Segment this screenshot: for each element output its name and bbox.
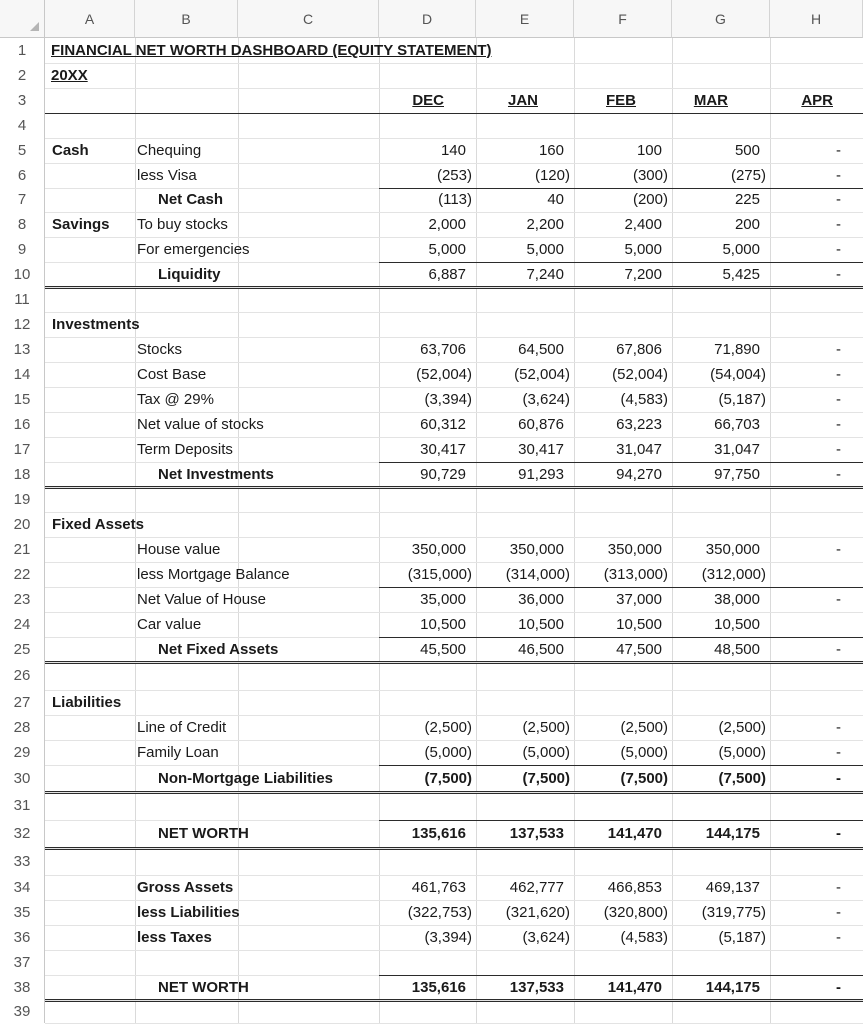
cell-value[interactable]: 140 <box>440 142 466 159</box>
cell-value[interactable]: (52,004) <box>514 366 570 383</box>
section-investments[interactable]: Investments <box>52 316 140 333</box>
cell-value[interactable]: 466,853 <box>607 879 662 896</box>
row-header-27[interactable]: 27 <box>0 690 45 715</box>
row-label[interactable]: Net Fixed Assets <box>158 641 279 658</box>
double-border <box>45 286 863 289</box>
cell-value[interactable]: (319,775) <box>701 904 766 921</box>
cell-apr[interactable]: - <box>836 366 841 383</box>
row-label[interactable]: Net Value of House <box>137 591 266 608</box>
cell-value[interactable]: 350,000 <box>705 541 760 558</box>
row-header-26[interactable]: 26 <box>0 662 45 690</box>
row-header-11[interactable]: 11 <box>0 287 45 312</box>
cell-value[interactable]: 97,750 <box>714 466 760 483</box>
cell-value[interactable]: (4,583) <box>620 391 668 408</box>
row-header-18[interactable]: 18 <box>0 462 45 487</box>
cell-value[interactable]: (3,394) <box>424 391 472 408</box>
column-header-g[interactable]: G <box>672 0 770 38</box>
row-label[interactable]: Chequing <box>137 142 202 159</box>
select-all-triangle-icon <box>30 22 39 31</box>
cell-value[interactable]: 5,000 <box>624 241 662 258</box>
row-label[interactable]: Liquidity <box>158 266 221 283</box>
cell-value[interactable]: (5,000) <box>424 744 472 761</box>
cell-value[interactable]: 10,500 <box>420 616 466 633</box>
single-border <box>45 113 863 114</box>
row-label[interactable]: NET WORTH <box>158 825 249 842</box>
cell-value[interactable]: 160 <box>538 142 564 159</box>
row-header-31[interactable]: 31 <box>0 792 45 820</box>
row-label[interactable]: Cost Base <box>137 366 207 383</box>
cell-value[interactable]: (253) <box>436 167 472 184</box>
cell-value[interactable]: 60,876 <box>518 416 564 433</box>
cell-apr[interactable]: - <box>836 466 841 483</box>
month-header-jan[interactable]: JAN <box>507 92 538 109</box>
cell-value[interactable]: 137,533 <box>509 825 564 842</box>
row-label[interactable]: less Taxes <box>137 929 212 946</box>
cell-apr[interactable]: - <box>836 341 841 358</box>
column-header-c[interactable]: C <box>238 0 379 38</box>
single-border <box>379 975 863 976</box>
cell-apr[interactable]: - <box>836 904 841 921</box>
section-savings[interactable]: Savings <box>52 216 110 233</box>
gridline-horizontal <box>45 312 863 313</box>
row-header-1[interactable]: 1 <box>0 38 45 63</box>
gridline-horizontal <box>45 63 863 64</box>
row-header-29[interactable]: 29 <box>0 740 45 765</box>
row-header-24[interactable]: 24 <box>0 612 45 637</box>
cell-apr[interactable]: - <box>836 770 841 787</box>
row-header-36[interactable]: 36 <box>0 925 45 950</box>
cell-value[interactable]: 47,500 <box>616 641 662 658</box>
cell-apr[interactable]: - <box>836 142 841 159</box>
single-border <box>379 637 863 638</box>
row-header-37[interactable]: 37 <box>0 950 45 975</box>
row-header-23[interactable]: 23 <box>0 587 45 612</box>
cell-apr[interactable]: - <box>836 541 841 558</box>
cell-value[interactable]: (5,000) <box>522 744 570 761</box>
double-border <box>45 847 863 850</box>
cell-apr[interactable]: - <box>836 241 841 258</box>
row-header-25[interactable]: 25 <box>0 637 45 662</box>
row-label[interactable]: Net Investments <box>158 466 274 483</box>
gridline-horizontal <box>45 690 863 691</box>
section-cash[interactable]: Cash <box>52 142 89 159</box>
single-border <box>379 765 863 766</box>
cell-value[interactable]: (320,800) <box>603 904 668 921</box>
cell-value[interactable]: (2,500) <box>522 719 570 736</box>
cell-value[interactable]: (7,500) <box>424 770 472 787</box>
cell-value[interactable]: (7,500) <box>620 770 668 787</box>
cell-apr[interactable]: - <box>836 191 841 208</box>
cell-value[interactable]: 67,806 <box>616 341 662 358</box>
gridline-horizontal <box>45 950 863 951</box>
cell-apr[interactable]: - <box>836 719 841 736</box>
cell-apr[interactable]: - <box>836 929 841 946</box>
cell-value[interactable]: 71,890 <box>714 341 760 358</box>
cell-value[interactable]: 63,706 <box>420 341 466 358</box>
cell-value[interactable]: 5,000 <box>722 241 760 258</box>
row-header-8[interactable]: 8 <box>0 212 45 237</box>
cell-value[interactable]: 461,763 <box>411 879 466 896</box>
cell-value[interactable]: 31,047 <box>616 441 662 458</box>
row-header-17[interactable]: 17 <box>0 437 45 462</box>
row-header-2[interactable]: 2 <box>0 63 45 88</box>
row-label[interactable]: Line of Credit <box>137 719 227 736</box>
single-border <box>379 462 863 463</box>
cell-apr[interactable] <box>770 612 863 637</box>
cell-value[interactable]: 48,500 <box>714 641 760 658</box>
cell-value[interactable]: 5,000 <box>428 241 466 258</box>
cell-value[interactable]: (300) <box>632 167 668 184</box>
sheet-year[interactable]: 20XX <box>51 67 88 84</box>
column-header-d[interactable]: D <box>379 0 476 38</box>
cell-value[interactable]: 141,470 <box>607 825 662 842</box>
row-header-3[interactable]: 3 <box>0 88 45 113</box>
cell-value[interactable]: 10,500 <box>616 616 662 633</box>
cell-value[interactable]: 10,500 <box>518 616 564 633</box>
cell-apr[interactable]: - <box>836 216 841 233</box>
cell-apr[interactable]: - <box>836 441 841 458</box>
cell-value[interactable]: 91,293 <box>518 466 564 483</box>
column-header-h[interactable]: H <box>770 0 863 38</box>
cell-value[interactable]: 2,400 <box>624 216 662 233</box>
row-header-34[interactable]: 34 <box>0 875 45 900</box>
cell-value[interactable]: 7,240 <box>526 266 564 283</box>
cell-value[interactable]: 350,000 <box>607 541 662 558</box>
cell-value[interactable]: (2,500) <box>718 719 766 736</box>
cell-value[interactable]: 94,270 <box>616 466 662 483</box>
gridline-horizontal <box>45 512 863 513</box>
section-fixed-assets[interactable]: Fixed Assets <box>52 516 144 533</box>
cell-value[interactable]: (7,500) <box>522 770 570 787</box>
cell-value[interactable]: (2,500) <box>620 719 668 736</box>
row-label[interactable]: less Visa <box>137 167 197 184</box>
row-header-22[interactable]: 22 <box>0 562 45 587</box>
cell-value[interactable]: (5,000) <box>718 744 766 761</box>
cell-apr[interactable]: - <box>836 266 841 283</box>
row-header-12[interactable]: 12 <box>0 312 45 337</box>
cell-value[interactable]: (120) <box>534 167 570 184</box>
row-header-14[interactable]: 14 <box>0 362 45 387</box>
cell-value[interactable]: (5,187) <box>718 929 766 946</box>
cell-value[interactable]: 37,000 <box>616 591 662 608</box>
cell-value[interactable]: (313,000) <box>603 566 668 583</box>
cell-value[interactable]: 38,000 <box>714 591 760 608</box>
row-header-20[interactable]: 20 <box>0 512 45 537</box>
cell-value[interactable]: (7,500) <box>718 770 766 787</box>
column-header-b[interactable]: B <box>135 0 238 38</box>
cell-value[interactable]: (5,187) <box>718 391 766 408</box>
cell-value[interactable]: 10,500 <box>714 616 760 633</box>
row-header-32[interactable]: 32 <box>0 820 45 848</box>
row-header-30[interactable]: 30 <box>0 765 45 792</box>
row-label[interactable]: Car value <box>137 616 202 633</box>
row-label[interactable]: To buy stocks <box>137 216 228 233</box>
cell-value[interactable]: (4,583) <box>620 929 668 946</box>
cell-value[interactable]: 350,000 <box>509 541 564 558</box>
row-header-13[interactable]: 13 <box>0 337 45 362</box>
sheet-title[interactable]: FINANCIAL NET WORTH DASHBOARD (EQUITY STATEMENT) <box>51 42 492 59</box>
cell-value[interactable]: 30,417 <box>518 441 564 458</box>
row-label[interactable]: Non-Mortgage Liabilities <box>158 770 334 787</box>
single-border <box>379 587 863 588</box>
cell-value[interactable]: 350,000 <box>411 541 466 558</box>
cell-apr[interactable]: - <box>836 591 841 608</box>
cell-value[interactable]: 30,417 <box>420 441 466 458</box>
month-header-feb[interactable]: FEB <box>606 92 636 109</box>
cell-value[interactable]: 7,200 <box>624 266 662 283</box>
month-header-mar[interactable]: MAR <box>693 92 728 109</box>
cell-apr[interactable]: - <box>836 744 841 761</box>
single-border <box>379 820 863 821</box>
row-header-21[interactable]: 21 <box>0 537 45 562</box>
cell-value[interactable]: (3,624) <box>522 391 570 408</box>
row-label[interactable]: NET WORTH <box>158 979 249 996</box>
cell-apr[interactable] <box>770 562 863 587</box>
cell-value[interactable]: (315,000) <box>407 566 472 583</box>
row-label[interactable]: Family Loan <box>137 744 219 761</box>
column-header-a[interactable]: A <box>45 0 135 38</box>
row-header-9[interactable]: 9 <box>0 237 45 262</box>
cell-value[interactable]: 5,000 <box>526 241 564 258</box>
row-label[interactable]: less Liabilities <box>137 904 240 921</box>
row-label[interactable]: Term Deposits <box>137 441 233 458</box>
cell-value[interactable]: 135,616 <box>411 979 466 996</box>
cell-value[interactable]: 100 <box>636 142 662 159</box>
double-border <box>45 791 863 794</box>
row-header-10[interactable]: 10 <box>0 262 45 287</box>
cell-value[interactable]: 64,500 <box>518 341 564 358</box>
cell-value[interactable]: 5,425 <box>722 266 760 283</box>
cell-value[interactable]: (52,004) <box>612 366 668 383</box>
cell-value[interactable]: 462,777 <box>509 879 564 896</box>
cell-apr[interactable]: - <box>836 825 841 842</box>
cell-value[interactable]: (2,500) <box>424 719 472 736</box>
row-header-5[interactable]: 5 <box>0 138 45 163</box>
row-header-19[interactable]: 19 <box>0 487 45 512</box>
row-header-28[interactable]: 28 <box>0 715 45 740</box>
cell-apr[interactable]: - <box>836 879 841 896</box>
cell-value[interactable]: 200 <box>734 216 760 233</box>
double-border <box>45 486 863 489</box>
cell-value[interactable]: (275) <box>730 167 766 184</box>
cell-value[interactable]: 40 <box>547 191 564 208</box>
row-header-4[interactable]: 4 <box>0 113 45 138</box>
row-label[interactable]: Net Cash <box>158 191 224 208</box>
cell-value[interactable]: 144,175 <box>705 979 760 996</box>
column-header-f[interactable]: F <box>574 0 672 38</box>
cell-value[interactable]: 500 <box>734 142 760 159</box>
row-header-16[interactable]: 16 <box>0 412 45 437</box>
cell-value[interactable]: (52,004) <box>416 366 472 383</box>
row-header-35[interactable]: 35 <box>0 900 45 925</box>
cell-value[interactable]: 31,047 <box>714 441 760 458</box>
cell-value[interactable]: 36,000 <box>518 591 564 608</box>
row-header-6[interactable]: 6 <box>0 163 45 188</box>
cell-value[interactable]: 60,312 <box>420 416 466 433</box>
cell-value[interactable]: 2,200 <box>526 216 564 233</box>
cell-value[interactable]: 6,887 <box>428 266 466 283</box>
row-label[interactable]: Stocks <box>137 341 183 358</box>
cell-value[interactable]: 469,137 <box>705 879 760 896</box>
cell-value[interactable]: (3,624) <box>522 929 570 946</box>
cell-apr[interactable]: - <box>836 979 841 996</box>
single-border <box>379 188 863 189</box>
double-border <box>45 661 863 664</box>
row-header-15[interactable]: 15 <box>0 387 45 412</box>
cell-value[interactable]: (321,620) <box>505 904 570 921</box>
cell-value[interactable]: 90,729 <box>420 466 466 483</box>
cell-value[interactable]: (312,000) <box>701 566 766 583</box>
cell-value[interactable]: 46,500 <box>518 641 564 658</box>
cell-value[interactable]: 66,703 <box>714 416 760 433</box>
single-border <box>379 262 863 263</box>
section-liabilities[interactable]: Liabilities <box>52 694 122 711</box>
cell-value[interactable]: 135,616 <box>411 825 466 842</box>
cell-apr[interactable]: - <box>836 641 841 658</box>
cell-value[interactable]: (200) <box>632 191 668 208</box>
cell-value[interactable]: (314,000) <box>505 566 570 583</box>
cell-value[interactable]: 63,223 <box>616 416 662 433</box>
cell-value[interactable]: 45,500 <box>420 641 466 658</box>
cell-value[interactable]: (54,004) <box>710 366 766 383</box>
row-header-7[interactable]: 7 <box>0 188 45 212</box>
row-label[interactable]: less Mortgage Balance <box>137 566 290 583</box>
column-header-e[interactable]: E <box>476 0 574 38</box>
row-label[interactable]: House value <box>137 541 221 558</box>
month-header-apr[interactable]: APR <box>801 92 833 109</box>
row-header-39[interactable]: 39 <box>0 1000 45 1023</box>
row-header-33[interactable]: 33 <box>0 848 45 875</box>
row-label[interactable]: Tax @ 29% <box>137 391 214 408</box>
row-label[interactable]: Gross Assets <box>137 879 234 896</box>
cell-value[interactable]: 144,175 <box>705 825 760 842</box>
row-label[interactable]: Net value of stocks <box>137 416 264 433</box>
cell-value[interactable]: 225 <box>734 191 760 208</box>
row-label[interactable]: For emergencies <box>137 241 250 258</box>
cell-value[interactable]: (5,000) <box>620 744 668 761</box>
cell-value[interactable]: (322,753) <box>407 904 472 921</box>
cell-value[interactable]: (3,394) <box>424 929 472 946</box>
month-header-dec[interactable]: DEC <box>412 92 444 109</box>
cell-apr[interactable]: - <box>836 416 841 433</box>
row-header-38[interactable]: 38 <box>0 975 45 1000</box>
double-border <box>45 999 863 1002</box>
cell-apr[interactable]: - <box>836 167 841 184</box>
cell-value[interactable]: 35,000 <box>420 591 466 608</box>
select-all-corner[interactable] <box>0 0 45 38</box>
cell-value[interactable]: 2,000 <box>428 216 466 233</box>
cell-value[interactable]: 141,470 <box>607 979 662 996</box>
cell-apr[interactable]: - <box>836 391 841 408</box>
cell-value[interactable]: (113) <box>438 191 472 208</box>
cell-value[interactable]: 137,533 <box>509 979 564 996</box>
